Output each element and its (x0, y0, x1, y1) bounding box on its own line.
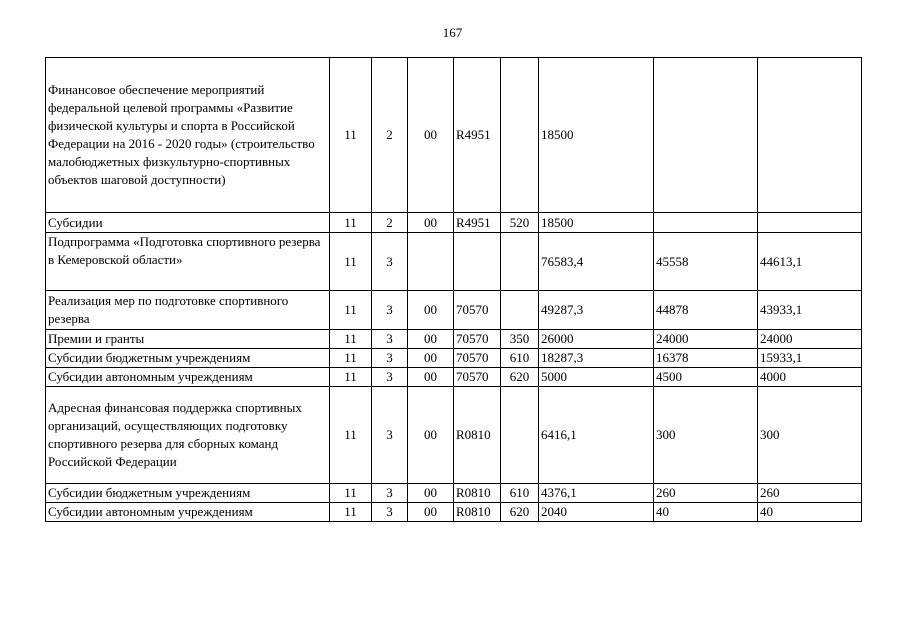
table-row (46, 484, 862, 503)
subsection-code: 3 (372, 330, 408, 349)
item-code: R0810 (454, 387, 501, 484)
item-code: 70570 (454, 368, 501, 387)
program-code: 00 (408, 213, 454, 233)
item-code: 70570 (454, 291, 501, 330)
program-code: 00 (408, 330, 454, 349)
subsection-code: 3 (372, 349, 408, 368)
row-name: Подпрограмма «Подготовка спортивного резерва в Кемеровской области» (46, 233, 330, 291)
expense-type-code: 520 (501, 213, 539, 233)
row-name: Субсидии бюджетным учреждениям (46, 349, 330, 368)
row-name: Реализация мер по подготовке спортивного резерва (46, 291, 330, 330)
amount-year-3: 40 (758, 503, 862, 522)
row-name: Финансовое обеспечение мероприятий федеральной целевой программы «Развитие физической культуры и спорта в Российской Федерации на 2016 - 2020 годы» (строительство малобюджетных физкультурно-спортивных объектов шаговой доступности) (46, 58, 330, 213)
program-code: 00 (408, 484, 454, 503)
row-name: Премии и гранты (46, 330, 330, 349)
amount-year-2 (654, 213, 758, 233)
row-name: Субсидии автономным учреждениям (46, 503, 330, 522)
subsection-code: 3 (372, 291, 408, 330)
expense-type-code (501, 58, 539, 213)
amount-year-1: 4376,1 (539, 484, 654, 503)
amount-year-2: 44878 (654, 291, 758, 330)
expense-type-code: 610 (501, 349, 539, 368)
amount-year-2: 16378 (654, 349, 758, 368)
expense-type-code (501, 387, 539, 484)
item-code: 70570 (454, 330, 501, 349)
section-code: 11 (330, 233, 372, 291)
expense-type-code (501, 233, 539, 291)
subsection-code: 3 (372, 233, 408, 291)
amount-year-3: 15933,1 (758, 349, 862, 368)
section-code: 11 (330, 213, 372, 233)
amount-year-2: 4500 (654, 368, 758, 387)
subsection-code: 3 (372, 503, 408, 522)
amount-year-3: 43933,1 (758, 291, 862, 330)
section-code: 11 (330, 291, 372, 330)
table-row (46, 349, 862, 368)
row-name: Субсидии (46, 213, 330, 233)
program-code: 00 (408, 387, 454, 484)
section-code: 11 (330, 349, 372, 368)
program-code: 00 (408, 291, 454, 330)
subsection-code: 2 (372, 58, 408, 213)
amount-year-3: 44613,1 (758, 233, 862, 291)
table-row (46, 387, 862, 484)
amount-year-3: 24000 (758, 330, 862, 349)
amount-year-1: 18500 (539, 58, 654, 213)
section-code: 11 (330, 58, 372, 213)
amount-year-2: 45558 (654, 233, 758, 291)
row-name: Субсидии бюджетным учреждениям (46, 484, 330, 503)
amount-year-3 (758, 213, 862, 233)
program-code: 00 (408, 349, 454, 368)
table-row (46, 291, 862, 330)
expense-type-code: 620 (501, 503, 539, 522)
amount-year-2: 40 (654, 503, 758, 522)
amount-year-2: 260 (654, 484, 758, 503)
amount-year-1: 26000 (539, 330, 654, 349)
item-code: R4951 (454, 213, 501, 233)
item-code: 70570 (454, 349, 501, 368)
amount-year-2: 24000 (654, 330, 758, 349)
amount-year-3: 260 (758, 484, 862, 503)
budget-table (45, 57, 862, 522)
expense-type-code: 620 (501, 368, 539, 387)
page-number: 167 (442, 25, 463, 40)
amount-year-1: 5000 (539, 368, 654, 387)
row-name: Субсидии автономным учреждениям (46, 368, 330, 387)
section-code: 11 (330, 387, 372, 484)
amount-year-2: 300 (654, 387, 758, 484)
amount-year-1: 49287,3 (539, 291, 654, 330)
table-row (46, 330, 862, 349)
expense-type-code: 350 (501, 330, 539, 349)
item-code: R0810 (454, 484, 501, 503)
item-code (454, 233, 501, 291)
table-row (46, 233, 862, 291)
amount-year-1: 6416,1 (539, 387, 654, 484)
table-row (46, 368, 862, 387)
amount-year-1: 18287,3 (539, 349, 654, 368)
row-name: Адресная финансовая поддержка спортивных организаций, осуществляющих подготовку спортивного резерва для сборных команд Российской Федерации (46, 387, 330, 484)
program-code (408, 233, 454, 291)
table-row (46, 213, 862, 233)
program-code: 00 (408, 58, 454, 213)
program-code: 00 (408, 503, 454, 522)
section-code: 11 (330, 368, 372, 387)
subsection-code: 3 (372, 387, 408, 484)
subsection-code: 3 (372, 368, 408, 387)
program-code: 00 (408, 368, 454, 387)
subsection-code: 2 (372, 213, 408, 233)
table-row (46, 503, 862, 522)
section-code: 11 (330, 330, 372, 349)
table-row (46, 58, 862, 213)
item-code: R0810 (454, 503, 501, 522)
section-code: 11 (330, 484, 372, 503)
amount-year-3: 4000 (758, 368, 862, 387)
amount-year-1: 18500 (539, 213, 654, 233)
subsection-code: 3 (372, 484, 408, 503)
amount-year-1: 76583,4 (539, 233, 654, 291)
amount-year-3 (758, 58, 862, 213)
amount-year-3: 300 (758, 387, 862, 484)
section-code: 11 (330, 503, 372, 522)
amount-year-2 (654, 58, 758, 213)
expense-type-code (501, 291, 539, 330)
amount-year-1: 2040 (539, 503, 654, 522)
expense-type-code: 610 (501, 484, 539, 503)
item-code: R4951 (454, 58, 501, 213)
